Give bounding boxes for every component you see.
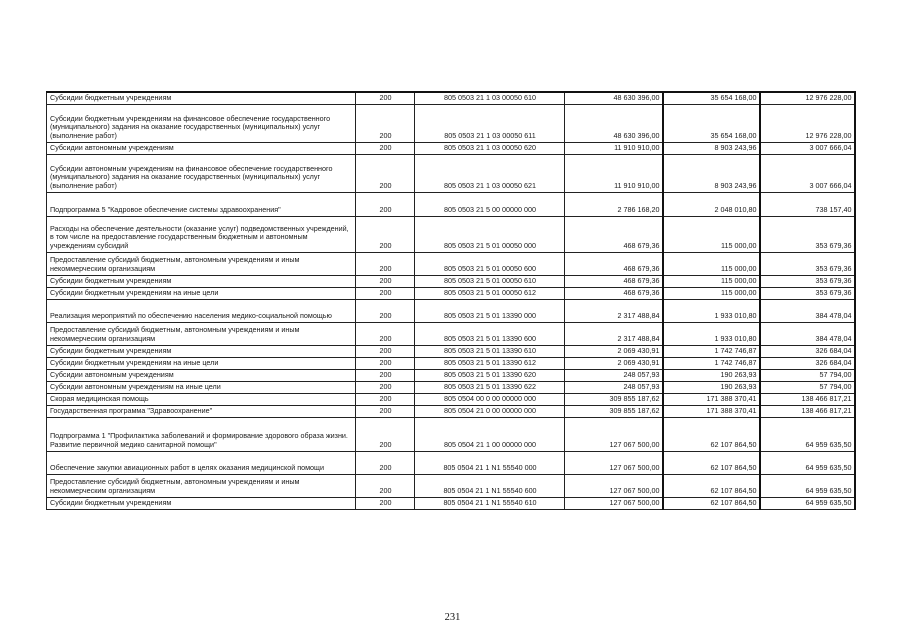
row-code: 200 (356, 142, 415, 154)
row-code: 200 (356, 474, 415, 497)
table-body (47, 92, 855, 509)
table-row (47, 393, 855, 405)
row-budget-code: 805 0503 21 5 01 00050 000 (415, 216, 565, 252)
row-code: 200 (356, 393, 415, 405)
row-value-1: 309 855 187,62 (565, 393, 663, 405)
row-code: 200 (356, 216, 415, 252)
row-value-3: 138 466 817,21 (760, 393, 855, 405)
row-value-1: 248 057,93 (565, 381, 663, 393)
table-row (47, 417, 855, 451)
row-value-2: 35 654 168,00 (663, 104, 760, 142)
row-name: Субсидии бюджетным учреждениям на иные цели (47, 357, 356, 369)
row-name: Субсидии бюджетным учреждениям на иные цели (47, 287, 356, 299)
row-value-2: 1 742 746,87 (663, 345, 760, 357)
row-name: Субсидии бюджетным учреждениям на финансовое обеспечение государственного (муниципального) задания на оказание государственных (муниципальных) услуг (выполнение работ) (47, 104, 356, 142)
row-name: Реализация мероприятий по обеспечению населения медико-социальной помощью (47, 299, 356, 322)
row-code: 200 (356, 192, 415, 216)
row-value-3: 3 007 666,04 (760, 142, 855, 154)
row-value-3: 353 679,36 (760, 275, 855, 287)
row-code: 200 (356, 497, 415, 509)
row-value-2: 62 107 864,50 (663, 474, 760, 497)
row-value-3: 384 478,04 (760, 322, 855, 345)
row-value-3: 57 794,00 (760, 381, 855, 393)
row-code: 200 (356, 104, 415, 142)
row-code: 200 (356, 451, 415, 474)
table-row (47, 104, 855, 142)
row-name: Подпрограмма 1 "Профилактика заболеваний и формирование здорового образа жизни. Развитие первичной медико санитарной помощи" (47, 417, 356, 451)
row-value-3: 12 976 228,00 (760, 104, 855, 142)
row-value-1: 468 679,36 (565, 252, 663, 275)
row-value-1: 127 067 500,00 (565, 451, 663, 474)
row-code: 200 (356, 299, 415, 322)
row-value-1: 2 317 488,84 (565, 322, 663, 345)
row-name: Субсидии бюджетным учреждениям (47, 497, 356, 509)
row-value-3: 353 679,36 (760, 287, 855, 299)
row-budget-code: 805 0503 21 1 03 00050 621 (415, 154, 565, 192)
row-value-3: 326 684,04 (760, 345, 855, 357)
row-code: 200 (356, 275, 415, 287)
row-value-2: 115 000,00 (663, 216, 760, 252)
row-value-3: 353 679,36 (760, 216, 855, 252)
row-name: Субсидии автономным учреждениям (47, 369, 356, 381)
row-name: Обеспечение закупки авиационных работ в целях оказания медицинской помощи (47, 451, 356, 474)
row-budget-code: 805 0504 21 1 N1 55540 000 (415, 451, 565, 474)
table-row (47, 275, 855, 287)
row-budget-code: 805 0504 00 0 00 00000 000 (415, 393, 565, 405)
row-value-3: 64 959 635,50 (760, 497, 855, 509)
table-row (47, 142, 855, 154)
row-value-2: 62 107 864,50 (663, 497, 760, 509)
row-value-2: 115 000,00 (663, 287, 760, 299)
row-budget-code: 805 0503 21 1 03 00050 611 (415, 104, 565, 142)
row-value-3: 138 466 817,21 (760, 405, 855, 417)
row-value-2: 115 000,00 (663, 252, 760, 275)
row-name: Субсидии автономным учреждениям на иные цели (47, 381, 356, 393)
row-budget-code: 805 0503 21 1 03 00050 620 (415, 142, 565, 154)
row-value-1: 127 067 500,00 (565, 417, 663, 451)
table-row (47, 216, 855, 252)
row-budget-code: 805 0504 21 1 N1 55540 600 (415, 474, 565, 497)
row-value-2: 171 388 370,41 (663, 405, 760, 417)
row-value-2: 1 933 010,80 (663, 322, 760, 345)
row-value-2: 190 263,93 (663, 381, 760, 393)
page-number: 231 (444, 612, 461, 623)
row-value-2: 8 903 243,96 (663, 154, 760, 192)
table-row (47, 497, 855, 509)
row-value-3: 3 007 666,04 (760, 154, 855, 192)
row-code: 200 (356, 381, 415, 393)
table-row (47, 474, 855, 497)
row-budget-code: 805 0503 21 5 00 00000 000 (415, 192, 565, 216)
row-budget-code: 805 0504 21 0 00 00000 000 (415, 405, 565, 417)
table-row (47, 381, 855, 393)
row-value-2: 62 107 864,50 (663, 451, 760, 474)
row-code: 200 (356, 92, 415, 104)
row-code: 200 (356, 405, 415, 417)
row-name: Предоставление субсидий бюджетным, автономным учреждениям и иным некоммерческим организациям (47, 252, 356, 275)
row-code: 200 (356, 369, 415, 381)
row-value-1: 127 067 500,00 (565, 474, 663, 497)
row-name: Расходы на обеспечение деятельности (оказание услуг) подведомственных учреждений, в том числе на предоставление государственным бюджетным и автономным учреждениям субсидий (47, 216, 356, 252)
row-name: Предоставление субсидий бюджетным, автономным учреждениям и иным некоммерческим организациям (47, 322, 356, 345)
row-value-1: 2 317 488,84 (565, 299, 663, 322)
row-code: 200 (356, 322, 415, 345)
row-value-3: 64 959 635,50 (760, 474, 855, 497)
table-row (47, 192, 855, 216)
row-value-3: 64 959 635,50 (760, 417, 855, 451)
row-name: Государственная программа "Здравоохранение" (47, 405, 356, 417)
row-name: Субсидии автономным учреждениям (47, 142, 356, 154)
row-value-3: 12 976 228,00 (760, 92, 855, 104)
table-row (47, 154, 855, 192)
row-value-1: 11 910 910,00 (565, 154, 663, 192)
table-row (47, 287, 855, 299)
row-value-1: 468 679,36 (565, 216, 663, 252)
row-name: Субсидии бюджетным учреждениям (47, 275, 356, 287)
row-budget-code: 805 0503 21 5 01 00050 600 (415, 252, 565, 275)
table-row (47, 369, 855, 381)
row-value-2: 190 263,93 (663, 369, 760, 381)
table-row (47, 357, 855, 369)
table-row (47, 322, 855, 345)
row-name: Субсидии бюджетным учреждениям (47, 345, 356, 357)
row-budget-code: 805 0503 21 5 01 13390 000 (415, 299, 565, 322)
row-budget-code: 805 0504 21 1 N1 55540 610 (415, 497, 565, 509)
row-name: Субсидии бюджетным учреждениям (47, 92, 356, 104)
row-budget-code: 805 0503 21 5 01 13390 612 (415, 357, 565, 369)
row-value-3: 57 794,00 (760, 369, 855, 381)
table-row (47, 92, 855, 104)
table-row (47, 451, 855, 474)
row-code: 200 (356, 345, 415, 357)
row-budget-code: 805 0503 21 5 01 13390 620 (415, 369, 565, 381)
row-budget-code: 805 0503 21 5 01 13390 610 (415, 345, 565, 357)
row-value-2: 171 388 370,41 (663, 393, 760, 405)
row-value-2: 115 000,00 (663, 275, 760, 287)
row-value-1: 468 679,36 (565, 287, 663, 299)
row-budget-code: 805 0503 21 1 03 00050 610 (415, 92, 565, 104)
row-value-1: 48 630 396,00 (565, 104, 663, 142)
row-name: Подпрограмма 5 "Кадровое обеспечение системы здравоохранения" (47, 192, 356, 216)
row-budget-code: 805 0503 21 5 01 00050 610 (415, 275, 565, 287)
row-budget-code: 805 0503 21 5 01 00050 612 (415, 287, 565, 299)
row-value-2: 35 654 168,00 (663, 92, 760, 104)
row-value-1: 248 057,93 (565, 369, 663, 381)
row-value-1: 2 786 168,20 (565, 192, 663, 216)
row-value-2: 8 903 243,96 (663, 142, 760, 154)
row-value-1: 2 069 430,91 (565, 345, 663, 357)
row-budget-code: 805 0503 21 5 01 13390 622 (415, 381, 565, 393)
row-code: 200 (356, 417, 415, 451)
row-value-1: 2 069 430,91 (565, 357, 663, 369)
row-value-1: 11 910 910,00 (565, 142, 663, 154)
row-code: 200 (356, 287, 415, 299)
table-row (47, 299, 855, 322)
row-value-3: 353 679,36 (760, 252, 855, 275)
row-value-2: 1 742 746,87 (663, 357, 760, 369)
table-row (47, 345, 855, 357)
row-value-1: 309 855 187,62 (565, 405, 663, 417)
row-code: 200 (356, 154, 415, 192)
row-value-3: 326 684,04 (760, 357, 855, 369)
row-value-2: 62 107 864,50 (663, 417, 760, 451)
row-value-1: 127 067 500,00 (565, 497, 663, 509)
row-code: 200 (356, 252, 415, 275)
table-row (47, 252, 855, 275)
row-value-3: 64 959 635,50 (760, 451, 855, 474)
row-name: Скорая медицинская помощь (47, 393, 356, 405)
row-value-1: 468 679,36 (565, 275, 663, 287)
row-code: 200 (356, 357, 415, 369)
row-value-2: 2 048 010,80 (663, 192, 760, 216)
row-value-3: 738 157,40 (760, 192, 855, 216)
row-budget-code: 805 0504 21 1 00 00000 000 (415, 417, 565, 451)
row-value-2: 1 933 010,80 (663, 299, 760, 322)
row-name: Субсидии автономным учреждениям на финансовое обеспечение государственного (муниципального) задания на оказание государственных (муниципальных) услуг (выполнение работ) (47, 154, 356, 192)
row-name: Предоставление субсидий бюджетным, автономным учреждениям и иным некоммерческим организациям (47, 474, 356, 497)
row-value-3: 384 478,04 (760, 299, 855, 322)
table-row (47, 405, 855, 417)
row-value-1: 48 630 396,00 (565, 92, 663, 104)
row-budget-code: 805 0503 21 5 01 13390 600 (415, 322, 565, 345)
budget-table (46, 91, 856, 510)
